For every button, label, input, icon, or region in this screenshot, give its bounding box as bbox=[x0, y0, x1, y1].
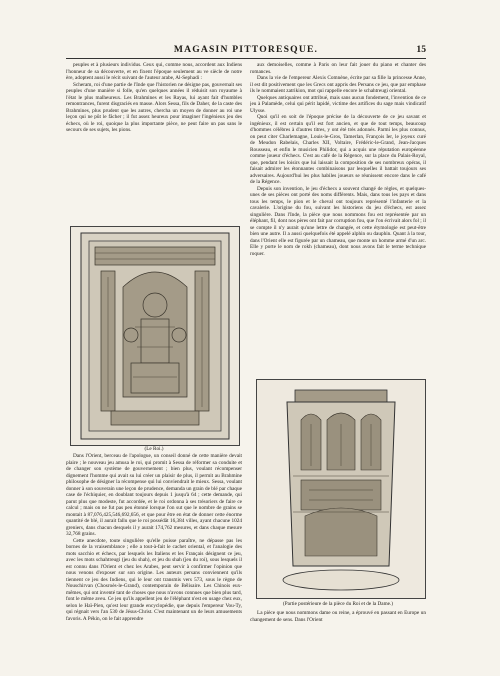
right-column bbox=[250, 62, 426, 376]
paragraph: aux demoiselles, comme à Paris on leur fait jouer du piano et chanter des romances. bbox=[250, 62, 426, 75]
paragraph: Depuis son invention, le jeu d'échecs a souvent changé de règles, et quelques-unes de ses pièces ont porté des noms différents. Mais, dans tous les pays et dans tous les temps, le pion et le cheval ont toujours représenté l'infanterie et la cavalerie. L'origine du fou, suivant les historiens du jeu d'échecs, est assez singulière. Dans l'Inde, la pièce que nous nommons fou est représentée par un éléphant, fil, dont nos pères ont fait par corruption fou, que l'on écrivait alors fol ; il se compte il n'y aurait qu'une lettre de changée, et cette étymologie est peut-être bien une autre. Il a aussi quelquefois été appelé alphin ou dauphin. Quant à la tour, dans l'Orient elle est figurée par un chameau, que monte un homme armé d'un arc. Elle y porte le nom de rokh (chameau), dont nous avons fait le terme technique roquer. bbox=[250, 185, 426, 257]
right-column-continued bbox=[250, 610, 426, 630]
header-rule bbox=[66, 58, 426, 59]
paragraph: Quelques antiquaires ont attribué, mais sans aucun fondement, l'invention de ce jeu à Palamède, celui qui périt lapidé, victime des artifices du sage mais vindicatif Ulysse. bbox=[250, 94, 426, 114]
page-header bbox=[66, 44, 426, 58]
figure-caption-king: (Le Roi.) bbox=[144, 446, 164, 452]
paragraph: La pièce que nous nommons dame ou reine, a éprouvé en passant en Europe un changement de sens. Dans l'Orient bbox=[250, 610, 426, 623]
page-number: 15 bbox=[416, 44, 426, 55]
paragraph: peuples et à plusieurs individus. Ceux qui, comme nous, accordent aux Indiens l'honneur de sa découverte, et en fixent l'époque seulement au ve siècle de notre ère, adoptent aussi le récit suivant de l'auteur arabe, Al-Sephadi : bbox=[66, 62, 242, 81]
paragraph: Cette anecdote, toute singulière qu'elle puisse paraître, ne dépasse pas les bornes de la vraisemblance ; elle a tout-à-fait le cachet oriental, et l'analogie des mots sacchio et échecs, par lesquels les Italiens et les Français désignent ce jeu, avec les mots schahtreugi (jeu du shah), et jeu du shah (jeu du roi), sous lesquels il est connu dans l'Orient et chez les Arabes, peut servir à confirmer l'opinion que nous venons d'exposer sur son origine. Les auteurs persans conviennent qu'ils tiennent ce jeu des Indiens, qui le leur ont transmis vers 573, sous le règne de Nouschirvan (Chosroès-le-Grand), contemporain de Bélisaire. Les Chinois eux-mêmes, qui ont inventé tant de choses que nous n'avons connues que bien plus tard, font le même aveu. Ce jeu qu'ils appellent jeu de l'éléphant n'est en usage chez eux, selon le Haï-Pien, qu'est leur grande encyclopédie, que depuis l'empereur Vou-Ty, qui régnait vers l'an 530 de Jésus-Christ. C'est maintenant un de leurs amusements favoris. A Pékin, on le fait apprendre bbox=[66, 537, 242, 622]
paragraph: Scheram, roi d'une partie de l'Inde que l'historien ne désigne pas, gouvernait ses peuples d'une manière si folle, qu'en quelques années il réduisit son royaume à l'état le plus malheureux. Les Brahmines et les Rayas, lui ayant fait d'humbles remontrances, furent disgraciés en masse. Alors Sessa, fils de Daher, de la caste des Brahmines, plus prudent que les autres, chercha un moyen de donner au roi une leçon qui ne pût le fâcher ; il fut assez heureux pour imaginer l'ingénieux jeu des échecs, où le roi, quoique la plus importante pièce, ne peut faire un pas sans le secours de ses sujets, les pions. bbox=[66, 81, 242, 133]
left-column-continued bbox=[66, 453, 242, 663]
left-column bbox=[66, 62, 242, 226]
magazine-title: MAGASIN PITTORESQUE. bbox=[173, 44, 319, 55]
paragraph: Quoi qu'il en soit de l'époque précise de la découverte de ce jeu savant et ingénieux, il est certain qu'il est fort ancien, et que de tout temps, beaucoup d'hommes célèbres à d'autres titres, y ont été très adonnés. Parmi les plus connus, on peut citer Charlemagne, Louis-le-Gros, Tamerlan, François Ier, le joyeux curé de Meudon Rabelais, Charles XII, Voltaire, Frédéric-le-Grand, Jean-Jacques Rousseau, et enfin le musicien Philidor, qui a acquis une réputation européenne comme joueur d'échecs. C'est au café de la Régence, sur la place du Palais-Royal, que, pendant les loisirs que lui laissait la composition de ses nombreux opéras, il faisait admirer les étonnantes combinaisons par lesquelles il battait toujours ses adversaires. Aujourd'hui les plus habiles joueurs se réunissent encore dans le café de la Régence. bbox=[250, 114, 426, 185]
paragraph: Dans l'Orient, berceau de l'apologue, un conseil donné de cette manière devait plaire ; le nouveau jeu amusa le roi, qui promit à Sessa de réformer sa conduite et de changer son système de gouvernement ; bien plus, voulant récompenser dignement l'homme qui avait su lui créer un plaisir de plus, il permit au Brahmine philosophe de désigner la récompense qui lui conviendrait le mieux. Sessa, voulant donner à son souverain une leçon de prudence, demanda un grain de blé par chaque case de l'échiquier, en doublant toujours depuis 1 jusqu'à 64 ; cette demande, qui parut plus que modeste, fut accordée, et le roi ordonna à ses trésoriers de faire ce calcul ; mais on ne fut pas peu étonné lorsque l'on sut que le nombre de grains se montait à 87,076,425,546,692,656, et que pour être en état de donner cette énorme quantité de blé, il aurait fallu que le roi possédât 16,384 villes, ayant chacune 1024 greniers, dans chacun desquels il y aurait 174,762 mesures, et dans chaque mesure 32,768 grains. bbox=[66, 453, 242, 537]
figure-caption-king-queen: (Partie postérieure de la pièce du Roi et de la Dame.) bbox=[283, 601, 393, 607]
king-chess-piece-illustration bbox=[70, 226, 240, 446]
paragraph: Dans la vie de l'empereur Alexis Comnène, écrite par sa fille la princesse Anne, il est dit positivement que les Grecs ont appris des Persans ce jeu, que par emphase ils le nommaient zatrikion, mot qui rappelle encore le schahtreugi oriental. bbox=[250, 75, 426, 94]
king-queen-piece-back-illustration bbox=[256, 379, 426, 599]
